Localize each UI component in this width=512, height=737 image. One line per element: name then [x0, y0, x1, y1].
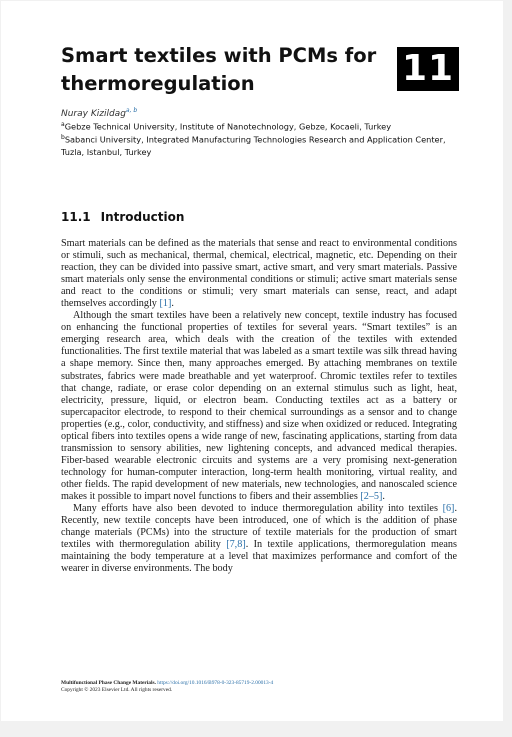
section-number: 11.1: [61, 210, 91, 224]
paragraph: [61, 503, 457, 575]
paragraph-text: .: [171, 298, 174, 310]
page-footer: [61, 680, 461, 694]
copyright-notice: Copyright © 2023 Elsevier Ltd. All rights reserved.: [61, 687, 173, 693]
citation-link[interactable]: [1]: [159, 298, 172, 310]
body-text: [61, 238, 457, 575]
paragraph-text: . In textile applications, thermoregulation means maintaining the body temperature at a level that maximizes performance and comfort of the wearer in diverse environments. The body: [61, 539, 457, 575]
section-heading: [61, 209, 184, 225]
author-affiliation-marks[interactable]: a, b: [125, 107, 138, 114]
author-line: [61, 105, 137, 120]
section-title: Introduction: [100, 210, 185, 224]
citation-link[interactable]: [2–5]: [360, 490, 383, 502]
affiliation-text: Sabanci University, Integrated Manufacturing Technologies Research and Application Center, Tuzla, Istanbul, Turkey: [61, 134, 446, 158]
paragraph: [61, 310, 457, 503]
paragraph-text: Although the smart textiles have been a relatively new concept, textile industry has focused on enhancing the functional properties of textiles for several years. “Smart textiles” is an emerging research area, which deals with the creation of the textiles with extended functionalities. The first textile material that was labeled as a smart textile was silk thread having a shape memory. Since then, many approaches emerged. By attaching membranes on textile substrates, fabrics were made breathable and yet waterproof. Chromic textiles refer to textiles that change, radiate, or erase color depending on an external stimulus such as light, heat, electricity, pressure, liquid, or electron beam. Conducting textiles act as a battery or supercapacitor electrode, to respond to their chemical surroundings as a sensor and to change properties (e.g., color, conductivity, and stiffness) and size when oxidized or reduced. Integrating optical fibers into textiles opens a wide range of new, fascinating applications, starting from data transmission to sensory abilities, new lightening concepts, and advanced medical therapies. Fiber-based wearable electronic circuits and systems are a very promising next-generation technology for human-computer interaction, long-term health monitoring, virtual reality, and other fields. The rapid development of new materials, new technologies, and nanoscaled science makes it possible to impart novel functions to fibers and their assemblies: [61, 310, 457, 502]
paragraph-text: Many efforts have also been devoted to induce thermoregulation ability into textiles: [73, 503, 443, 515]
book-title: Multifunctional Phase Change Materials.: [61, 680, 156, 686]
chapter-title: Smart textiles with PCMs for thermoregulation: [61, 44, 377, 95]
chapter-number-badge: 11: [397, 47, 459, 91]
paragraph: [61, 238, 457, 310]
paragraph-text: .: [382, 490, 385, 502]
citation-link[interactable]: [6]: [442, 503, 455, 515]
book-page: [1, 1, 503, 721]
paragraph-text: . Recently, new textile concepts have been introduced, one of which is the addition of phase change materials (PCMs) into the structure of textile materials for the production of smart textiles with thermoregulation ability: [61, 503, 457, 551]
footer-citation-line: [61, 680, 461, 687]
affiliation-mark: b: [61, 134, 65, 141]
affiliation-mark: a: [61, 121, 65, 128]
paragraph-text: Smart materials can be defined as the materials that sense and react to environmental conditions or stimuli, such as mechanical, thermal, chemical, electrical, magnetic, etc. Depending on their reaction, they can be divided into passive smart, active smart, and very smart materials. Passive smart materials only sense the environmental conditions or stimuli; active smart materials sense and react to the conditions or stimuli; very smart materials can sense, react, and adapt themselves accordingly: [61, 238, 457, 310]
affiliation-b: [61, 132, 461, 159]
affiliation-text: Gebze Technical University, Institute of Nanotechnology, Gebze, Kocaeli, Turkey: [64, 121, 392, 132]
citation-link[interactable]: [7,8]: [226, 539, 246, 551]
doi-link[interactable]: https://doi.org/10.1016/B978-0-323-85719-2.00013-4: [157, 680, 274, 686]
author-name: Nuray Kizildag: [61, 109, 126, 119]
